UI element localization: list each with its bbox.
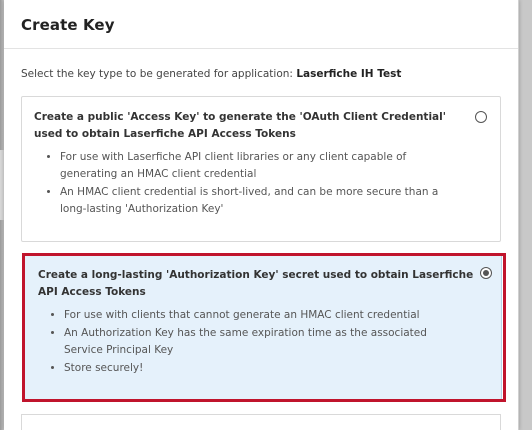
dialog-subtitle <box>21 68 401 80</box>
bullet-item: • An Authorization Key has the same expiration time as the associated Service Principal Key <box>64 325 454 359</box>
bullet-item: • For use with clients that cannot generate an HMAC client credential <box>64 307 454 324</box>
option-access-key-radio[interactable] <box>475 111 487 123</box>
option-partial-next[interactable] <box>21 414 501 430</box>
option-access-key-bullets <box>46 149 460 219</box>
option-authorization-key-radio[interactable] <box>480 267 492 279</box>
dialog-header <box>4 0 518 49</box>
bullet-item: • An HMAC client credential is short-lived, and can be more secure than a long-lasting 'Authorization Key' <box>60 184 460 218</box>
create-key-dialog <box>4 0 519 430</box>
dialog-title: Create Key <box>21 16 115 34</box>
bullet-item: • Store securely! <box>64 360 454 377</box>
subtitle-prefix: Select the key type to be generated for application: <box>21 68 293 80</box>
application-name: Laserfiche IH Test <box>296 68 402 80</box>
option-access-key[interactable] <box>21 96 501 242</box>
option-authorization-key-title: Create a long-lasting 'Authorization Key' secret used to obtain Laserfiche API Access Tokens <box>38 269 474 298</box>
option-access-key-title: Create a public 'Access Key' to generate the 'OAuth Client Credential' used to obtain Laserfiche API Access Tokens <box>34 111 446 140</box>
option-authorization-key[interactable] <box>24 254 502 400</box>
bullet-item: • For use with Laserfiche API client libraries or any client capable of generating an HMAC client credential <box>60 149 460 183</box>
option-authorization-key-bullets <box>50 307 454 378</box>
